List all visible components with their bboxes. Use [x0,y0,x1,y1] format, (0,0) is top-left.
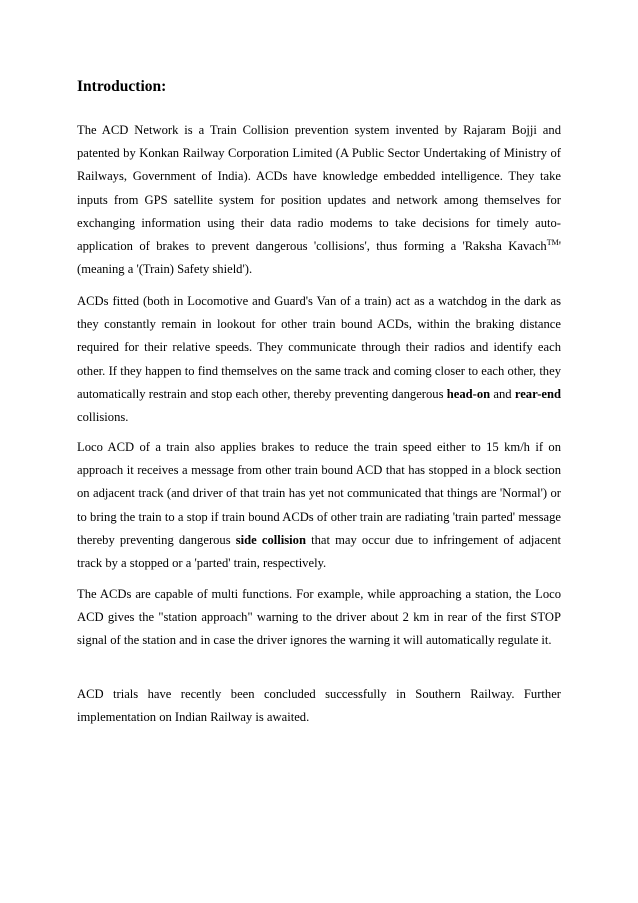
paragraph-trials: ACD trials have recently been concluded successfully in Southern Railway. Further implementation on Indian Railway is awaited. [77,687,561,725]
trademark-mark: TM [546,237,559,247]
paragraph-watchdog-end: collisions. [77,410,129,425]
paragraph-watchdog-text: ACDs fitted (both in Locomotive and Guard's Van of a train) act as a watchdog in the dark as they constantly remain in lookout for other train bound ACDs, within the braking distance required for their relative speeds. They communicate through their radios and identify each other. If they happen to find themselves on the same track and coming closer to each other, they automatically restrain and stop each other, thereby preventing dangerous [77,294,561,401]
paragraph-intro [77,119,561,281]
bold-head-on: head-on [446,386,491,401]
paragraph-loco-acd-end: that may occur due to infringement of adjacent track by a stopped or a 'parted' train, respectively. [77,532,561,571]
paragraph-loco-acd-text: Loco ACD of a train also applies brakes to reduce the train speed either to 15 km/h if on approach it receives a message from other train bound ACD that has stopped in a block section on adjacent track (and driver of that train has yet not communicated that things are 'Normal') or to bring the train to a stop if train bound ACDs of other train are radiating 'train parted' message thereby preventing dangerous [77,440,561,547]
bold-side-collision: side collision [235,532,306,547]
paragraph-multi-functions: The ACDs are capable of multi functions. For example, while approaching a station, the Loco ACD gives the "station approach" warning to the driver about 2 km in rear of the first STOP signal of the station and in case the driver ignores the warning it will automatically regulate it. [77,587,561,648]
bold-rear-end: rear-end [514,386,562,401]
paragraph-intro-text: The ACD Network is a Train Collision prevention system invented by Rajaram Bojji and patented by Konkan Railway Corporation Limited (A Public Sector Undertaking of Ministry of Railways, Government of India). ACDs have knowledge embedded intelligence. They take inputs from GPS satellite system for position updates and network among themselves for exchanging information using their data radio modems to take decisions for timely auto-application of brakes to prevent dangerous 'collisions', thus forming a 'Raksha Kavach [77,123,561,254]
paragraph-watchdog [77,290,561,429]
paragraph-loco-acd [77,436,561,575]
paragraph-watchdog-mid: and [490,386,515,401]
paragraph-intro-text-end: ' (meaning a '(Train) Safety shield'). [77,239,561,277]
page-title: Introduction: [77,78,167,95]
